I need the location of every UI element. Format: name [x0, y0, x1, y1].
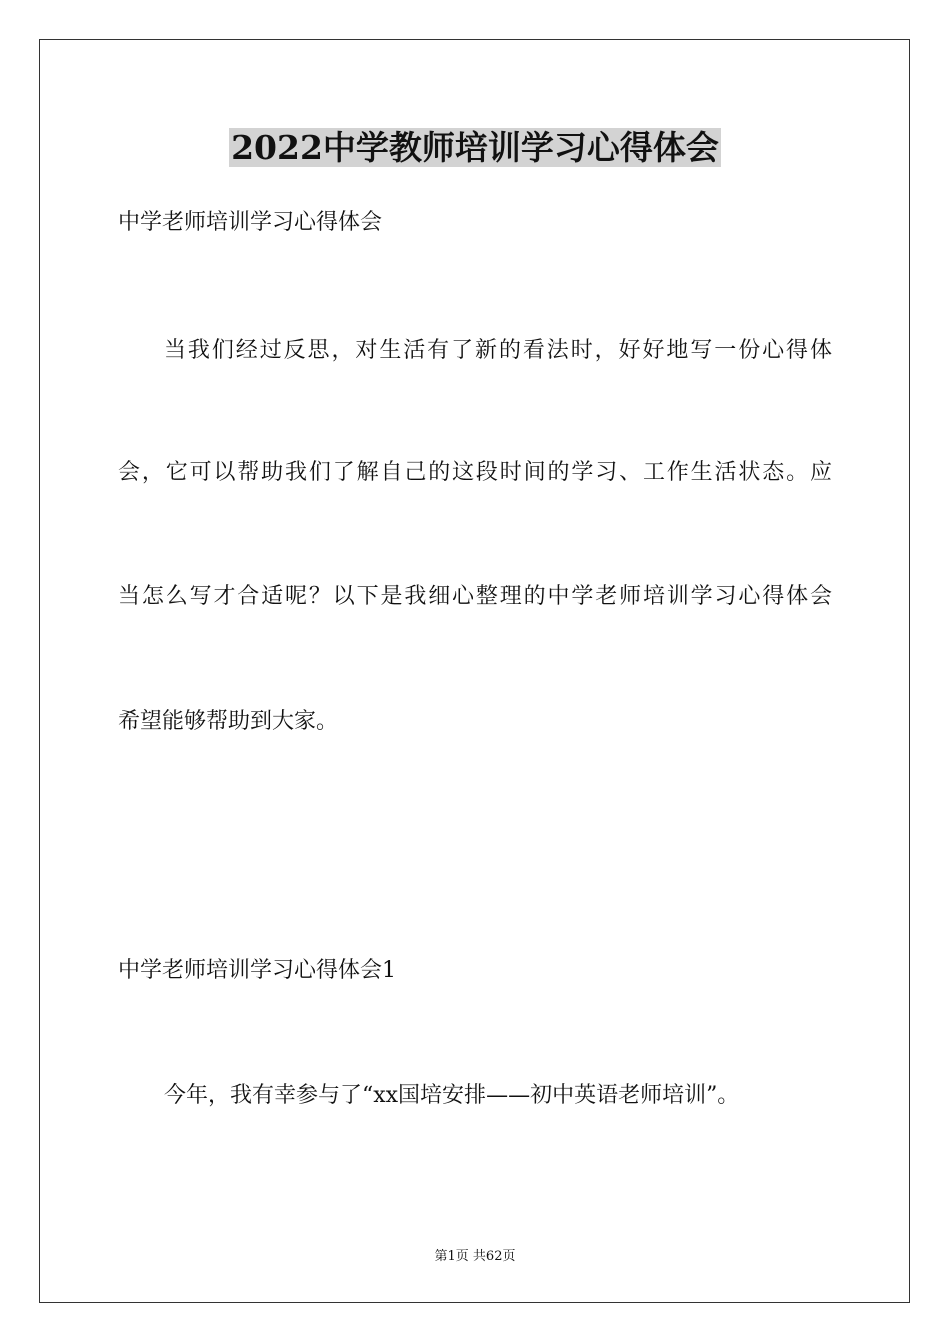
section-heading: 中学老师培训学习心得体会1: [118, 958, 396, 983]
intro-line-2: 会，它可以帮助我们了解自己的这段时间的学习、工作生活状态。应: [118, 460, 832, 485]
document-title-text: 2022中学教师培训学习心得体会: [231, 128, 719, 167]
intro-line-3: 当怎么写才合适呢？以下是我细心整理的中学老师培训学习心得体会: [118, 584, 832, 609]
intro-line-4: 希望能够帮助到大家。: [118, 709, 339, 734]
document-title: [0, 126, 950, 170]
page-number-footer: 第1页 共62页: [434, 1249, 516, 1264]
document-subtitle: 中学老师培训学习心得体会: [118, 210, 383, 235]
intro-line-1: 当我们经过反思，对生活有了新的看法时，好好地写一份心得体: [164, 338, 832, 363]
section-first-line: 今年，我有幸参与了“xx国培安排——初中英语老师培训”。: [164, 1083, 740, 1108]
